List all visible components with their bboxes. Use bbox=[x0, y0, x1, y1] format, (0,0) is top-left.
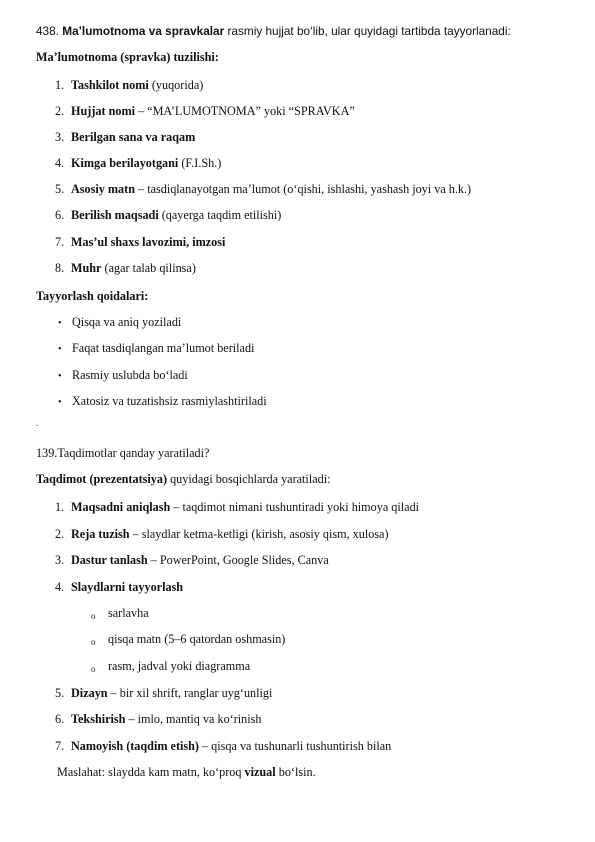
bullet-icon: • bbox=[58, 371, 62, 382]
bullet-icon: • bbox=[58, 397, 62, 408]
structure-heading: Ma’lumotnoma (spravka) tuzilishi: bbox=[36, 50, 219, 64]
list-item: 5. Dizayn – bir xil shrift, ranglar uyg‘unligi bbox=[55, 686, 273, 700]
list-item: 3. Berilgan sana va raqam bbox=[55, 130, 196, 144]
list-item: Faqat tasdiqlangan ma’lumot beriladi bbox=[72, 341, 255, 355]
bullet-icon: • bbox=[58, 318, 62, 329]
list-item: 7. Namoyish (taqdim etish) – qisqa va tushunarli tushuntirish bilan bbox=[55, 739, 392, 753]
list-item: 8. Muhr (agar talab qilinsa) bbox=[55, 261, 196, 275]
list-item: 5. Asosiy matn – tasdiqlanayotgan ma’lumot (o‘qishi, ishlashi, yashash joyi va h.k.) bbox=[55, 182, 472, 196]
list-item: 2. Hujjat nomi – “MA’LUMOTNOMA” yoki “SPRAVKA” bbox=[55, 104, 355, 118]
advice-line: Maslahat: slaydda kam matn, ko‘proq vizual bo‘lsin. bbox=[57, 765, 316, 779]
circle-bullet-icon: o bbox=[91, 664, 96, 674]
question-title-rest: rasmiy hujjat bo‘lib, ular quyidagi tartibda tayyorlanadi: bbox=[224, 24, 511, 38]
bullet-icon: • bbox=[58, 344, 62, 355]
list-item: 1. Maqsadni aniqlash – taqdimot nimani tushuntiradi yoki himoya qiladi bbox=[55, 500, 420, 514]
question-title-bold: Ma’lumotnoma va spravkalar bbox=[62, 24, 225, 38]
question-438 bbox=[36, 24, 511, 39]
list-item: 6. Berilish maqsadi (qayerga taqdim etilishi) bbox=[55, 208, 282, 222]
circle-bullet-icon: o bbox=[91, 611, 96, 621]
list-item: rasm, jadval yoki diagramma bbox=[108, 659, 251, 673]
list-item: 3. Dastur tanlash – PowerPoint, Google Slides, Canva bbox=[55, 553, 329, 567]
list-item: sarlavha bbox=[108, 606, 149, 620]
question-139: 139.Taqdimotlar qanday yaratiladi? bbox=[36, 446, 210, 460]
list-item: Qisqa va aniq yoziladi bbox=[72, 315, 182, 329]
circle-bullet-icon: o bbox=[91, 637, 96, 647]
list-item: Xatosiz va tuzatishsiz rasmiylashtiriladi bbox=[72, 394, 267, 408]
list-item: 4. Slaydlarni tayyorlash bbox=[55, 580, 184, 594]
list-item: qisqa matn (5–6 qatordan oshmasin) bbox=[108, 632, 286, 646]
rules-heading: Tayyorlash qoidalari: bbox=[36, 289, 149, 303]
separator-dot: . bbox=[36, 418, 39, 428]
question-number: 438. bbox=[36, 24, 59, 38]
list-item: 4. Kimga berilayotgani (F.I.Sh.) bbox=[55, 156, 222, 170]
list-item: 2. Reja tuzish – slaydlar ketma-ketligi (kirish, asosiy qism, xulosa) bbox=[55, 527, 389, 541]
list-item: 6. Tekshirish – imlo, mantiq va ko‘rinish bbox=[55, 712, 262, 726]
list-item: 7. Mas’ul shaxs lavozimi, imzosi bbox=[55, 235, 226, 249]
list-item: Rasmiy uslubda bo‘ladi bbox=[72, 368, 188, 382]
presentation-intro: Taqdimot (prezentatsiya) quyidagi bosqichlarda yaratiladi: bbox=[36, 472, 331, 486]
list-item: 1. Tashkilot nomi (yuqorida) bbox=[55, 78, 204, 92]
